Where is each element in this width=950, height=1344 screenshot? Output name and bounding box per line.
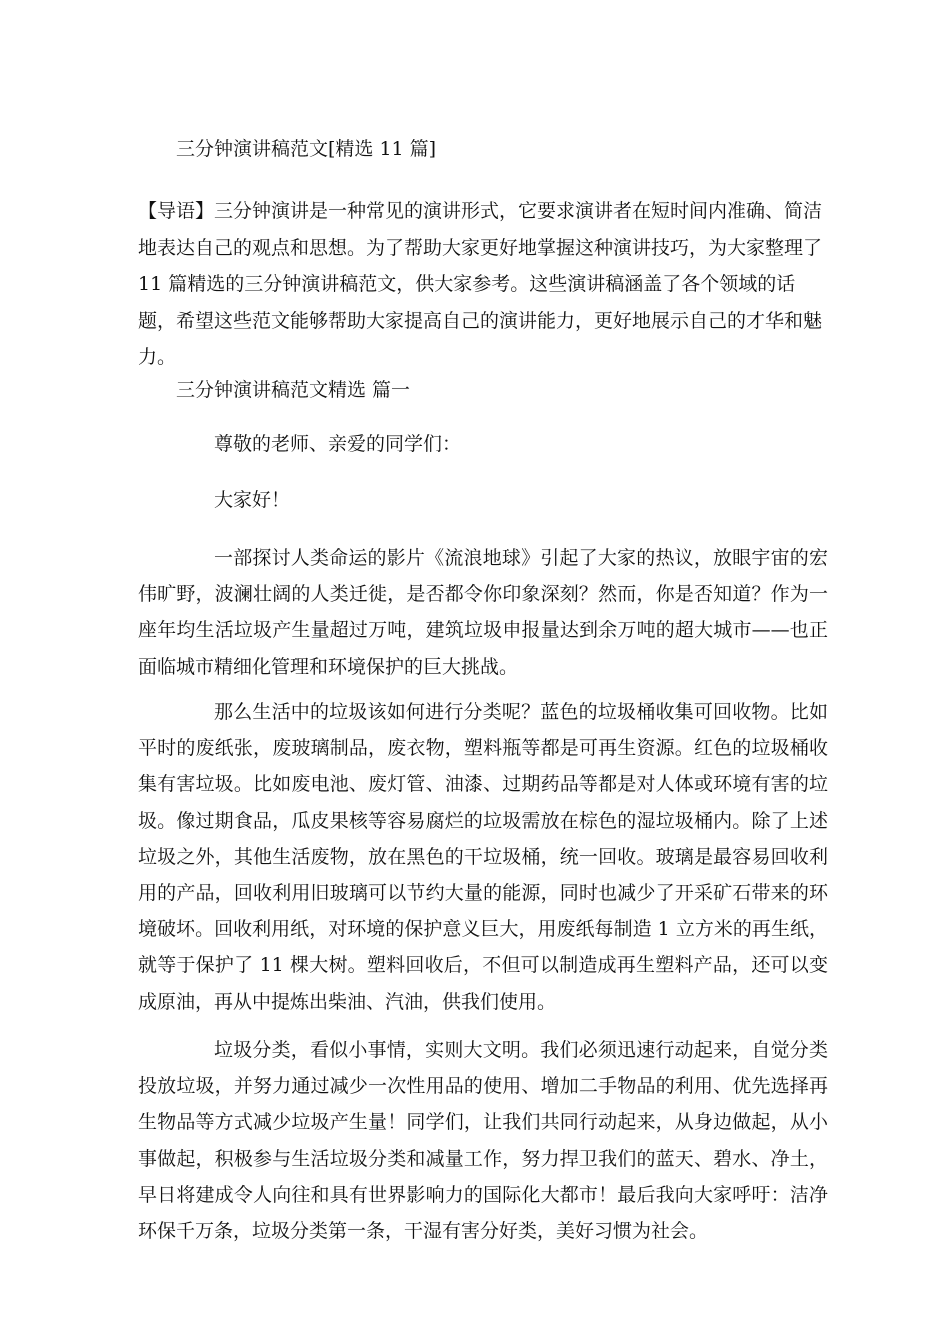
body-paragraph-3: 垃圾分类，看似小事情，实则大文明。我们必须迅速行动起来，自觉分类投放垃圾，并努力通过减少一次性用品的使用、增加二手物品的利用、优先选择再生物品等方式减少垃圾产生量！同学们，让我们共同行动起来，从身边做起，从小事做起，积极参与生活垃圾分类和减量工作，努力捍卫我们的蓝天、碧水、净土，早日将建成令人向往和具有世界影响力的国际化大都市！最后我向大家呼吁：洁净环保千万条，垃圾分类第一条，干湿有害分好类，美好习惯为社会。 bbox=[138, 1039, 828, 1243]
body-paragraph-1: 一部探讨人类命运的影片《流浪地球》引起了大家的热议，放眼宇宙的宏伟旷野，波澜壮阔的人类迁徙，是否都令你印象深刻？然而，你是否知道？作为一座年均生活垃圾产生量超过万吨，建筑垃圾申报量达到余万吨的超大城市——也正面临城市精细化管理和环境保护的巨大挑战。 bbox=[138, 547, 828, 678]
body-paragraph-2: 那么生活中的垃圾该如何进行分类呢？蓝色的垃圾桶收集可回收物。比如平时的废纸张，废玻璃制品，废衣物，塑料瓶等都是可再生资源。红色的垃圾桶收集有害垃圾。比如废电池、废灯管、油漆、过期药品等都是对人体或环境有害的垃圾。像过期食品，瓜皮果核等容易腐烂的垃圾需放在棕色的湿垃圾桶内。除了上述垃圾之外，其他生活废物，放在黑色的干垃圾桶，统一回收。玻璃是最容易回收利用的产品，回收利用旧玻璃可以节约大量的能源，同时也减少了开采矿石带来的环境破坏。回收利用纸，对环境的保护意义巨大，用废纸每制造 1 立方米的再生纸，就等于保护了 11 棵大树。塑料回收后，不但可以制造成再生塑料产品，还可以变成原油，再从中提炼出柴油、汽油，供我们使用。 bbox=[138, 701, 828, 1013]
greeting: 大家好！ bbox=[214, 489, 291, 511]
intro-paragraph: 【导语】三分钟演讲是一种常见的演讲形式，它要求演讲者在短时间内准确、简洁地表达自己的观点和思想。为了帮助大家更好地掌握这种演讲技巧，为大家整理了 11 篇精选的三分钟演讲稿范文，供大家参考。这些演讲稿涵盖了各个领域的话题，希望这些范文能够帮助大家提高自己的演讲能力，更好地展示自己的才华和魅力。 bbox=[138, 200, 823, 368]
document-title: 三分钟演讲稿范文[精选 11 篇] bbox=[176, 138, 437, 160]
section-heading: 三分钟演讲稿范文精选 篇一 bbox=[176, 379, 411, 401]
salutation: 尊敬的老师、亲爱的同学们： bbox=[214, 433, 462, 455]
